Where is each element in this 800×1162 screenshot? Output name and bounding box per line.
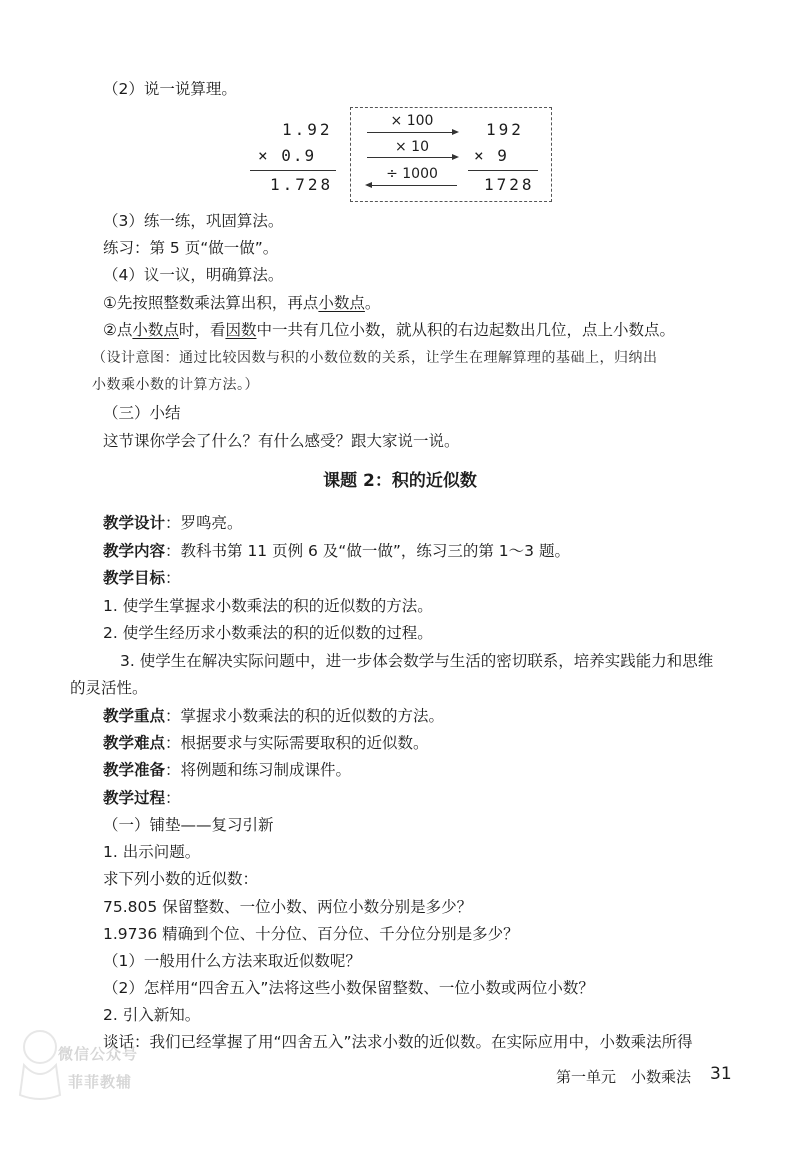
calc-left-top: 1.92 bbox=[282, 120, 333, 139]
op-times-100: × 100 bbox=[390, 113, 434, 129]
page-number: 31 bbox=[710, 1064, 732, 1084]
rule-2 bbox=[103, 319, 742, 341]
key-value: ：掌握求小数乘法的积的近似数的方法。 bbox=[165, 707, 445, 725]
difficulty-value: ：根据要求与实际需要取积的近似数。 bbox=[165, 734, 429, 752]
difficulty-label: 教学难点 bbox=[103, 734, 166, 752]
calc-left-result: 1.728 bbox=[270, 175, 334, 194]
watermark-line1: 微信公众号 bbox=[58, 1045, 139, 1063]
process-label: 教学过程 bbox=[103, 789, 166, 807]
design-note-line1: （设计意图：通过比较因数与积的小数位数的关系，让学生在理解算理的基础上，归纳出 bbox=[92, 350, 658, 366]
goal-3a: 3. 使学生在解决实际问题中，进一步体会数学与生活的密切联系，培养实践能力和思维 bbox=[120, 652, 714, 670]
watermark bbox=[10, 1025, 170, 1115]
rule-1-text: ①先按照整数乘法算出积，再点 bbox=[103, 294, 319, 312]
goals-line bbox=[103, 567, 742, 589]
footer-unit: 第一单元 小数乘法 bbox=[556, 1068, 692, 1086]
summary-heading: （三）小结 bbox=[103, 404, 181, 422]
calc-right-top: 192 bbox=[486, 120, 524, 139]
process-7: （2）怎样用“四舍五入”法将这些小数保留整数、一位小数或两位小数？ bbox=[103, 979, 594, 997]
process-1: （一）铺垫——复习引新 bbox=[103, 816, 274, 834]
design-note-line2: 小数乘小数的计算方法。） bbox=[92, 377, 259, 393]
rule-1 bbox=[103, 292, 742, 314]
difficulty-line bbox=[103, 732, 742, 754]
summary-text: 这节课你学会了什么？有什么感受？跟大家说一说。 bbox=[103, 432, 460, 450]
key-label: 教学重点 bbox=[103, 707, 166, 725]
process-4: 75.805 保留整数、一位小数、两位小数分别是多少？ bbox=[103, 898, 473, 916]
calc-right-result: 1728 bbox=[484, 175, 535, 194]
goals-colon: ： bbox=[165, 569, 181, 587]
prep-value: ：将例题和练习制成课件。 bbox=[165, 761, 352, 779]
rule-2-text-a: ②点 bbox=[103, 321, 133, 339]
calc-right-rule bbox=[468, 170, 538, 171]
goal-1: 1. 使学生掌握求小数乘法的积的近似数的方法。 bbox=[103, 597, 433, 615]
process-2: 1. 出示问题。 bbox=[103, 843, 201, 861]
process-colon: ： bbox=[165, 789, 181, 807]
content-line bbox=[103, 540, 742, 562]
op-times-10: × 10 bbox=[395, 139, 429, 155]
calc-left-mult: × 0.9 bbox=[258, 146, 317, 165]
lesson-title: 课题 2：积的近似数 bbox=[323, 471, 477, 491]
practice-line: 练习：第 5 页“做一做”。 bbox=[103, 239, 279, 257]
watermark-line2: 菲菲教辅 bbox=[68, 1073, 133, 1091]
goals-label: 教学目标 bbox=[103, 569, 166, 587]
design-value: ：罗鸣亮。 bbox=[165, 514, 243, 532]
rule-2-underlined-a: 小数点 bbox=[132, 321, 179, 339]
process-8: 2. 引入新知。 bbox=[103, 1006, 201, 1024]
calc-left-rule bbox=[250, 170, 336, 171]
step-2-heading: （2）说一说算理。 bbox=[103, 80, 237, 98]
goal-2: 2. 使学生经历求小数乘法的积的近似数的过程。 bbox=[103, 624, 433, 642]
rule-2-text-c: 中一共有几位小数，就从积的右边起数出几位，点上小数点。 bbox=[256, 321, 675, 339]
design-label: 教学设计 bbox=[103, 514, 166, 532]
rule-2-text-b: 时，看 bbox=[178, 321, 226, 339]
step-4-heading: （4）议一议，明确算法。 bbox=[103, 266, 284, 284]
rule-1-end: 。 bbox=[364, 294, 381, 312]
design-line bbox=[103, 512, 742, 534]
calc-right-mult: × 9 bbox=[474, 146, 509, 165]
arrow-right-icon bbox=[367, 132, 457, 133]
process-line bbox=[103, 787, 742, 809]
prep-line bbox=[103, 759, 742, 781]
content-value: ：教科书第 11 页例 6 及“做一做”，练习三的第 1～3 题。 bbox=[165, 542, 570, 560]
step-3-heading: （3）练一练，巩固算法。 bbox=[103, 212, 284, 230]
process-9: 谈话：我们已经掌握了用“四舍五入”法求小数的近似数。在实际应用中，小数乘法所得 bbox=[103, 1033, 693, 1051]
rule-2-underlined-b: 因数 bbox=[225, 321, 257, 339]
process-6: （1）一般用什么方法来取近似数呢？ bbox=[103, 952, 361, 970]
goal-3b: 的灵活性。 bbox=[70, 679, 148, 697]
rule-1-underlined: 小数点 bbox=[318, 294, 365, 312]
key-line bbox=[103, 705, 742, 727]
mascot-icon bbox=[10, 1025, 70, 1105]
process-5: 1.9736 精确到个位、十分位、百分位、千分位分别是多少？ bbox=[103, 925, 519, 943]
arrow-left-icon bbox=[367, 185, 457, 186]
arrow-right-icon bbox=[367, 157, 457, 158]
prep-label: 教学准备 bbox=[103, 761, 166, 779]
op-divide-1000: ÷ 1000 bbox=[386, 166, 438, 182]
content-label: 教学内容 bbox=[103, 542, 166, 560]
process-3: 求下列小数的近似数： bbox=[103, 870, 259, 888]
